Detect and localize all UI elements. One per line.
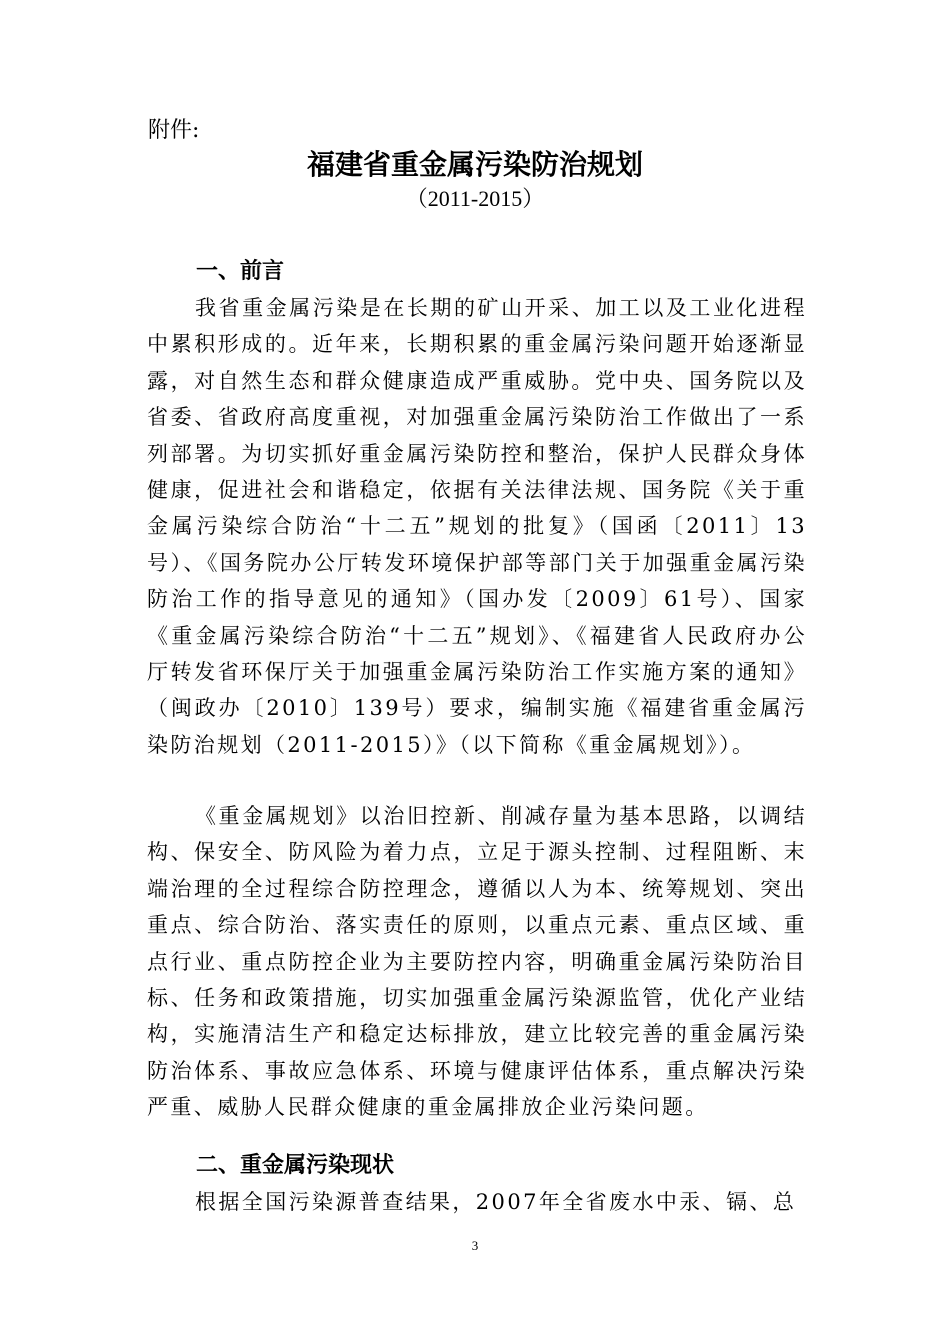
document-subtitle: （2011-2015） — [405, 186, 545, 211]
section-heading-preface: 一、前言 — [196, 259, 285, 284]
preface-paragraph-1: 我省重金属污染是在长期的矿山开采、加工以及工业化进程中累积形成的。近年来，长期积累的重金属污染问题开始逐渐显露，对自然生态和群众健康造成严重威胁。党中央、国务院以及省委、省政府高度重视，对加强重金属污染防治工作做出了一系列部署。为切实抓好重金属污染防控和整治，保护人民群众身体健康，促进社会和谐稳定，依据有关法律法规、国务院《关于重金属污染综合防治“十二五”规划的批复》（国函〔2011〕13号）、《国务院办公厅转发环境保护部等部门关于加强重金属污染防治工作的指导意见的通知》（国办发〔2009〕61号）、国家《重金属污染综合防治“十二五”规划》、《福建省人民政府办公厅转发省环保厅关于加强重金属污染防治工作实施方案的通知》（闽政办〔2010〕139号）要求，编制实施《福建省重金属污染防治规划（2011-2015）》（以下简称《重金属规划》）。 — [147, 296, 807, 757]
preface-paragraph-2: 《重金属规划》以治旧控新、削减存量为基本思路，以调结构、保安全、防风险为着力点，立足于源头控制、过程阻断、末端治理的全过程综合防控理念，遵循以人为本、统筹规划、突出重点、综合防治、落实责任的原则，以重点元素、重点区域、重点行业、重点防控企业为主要防控内容，明确重金属污染防治目标、任务和政策措施，切实加强重金属污染源监管，优化产业结构，实施清洁生产和稳定达标排放，建立比较完善的重金属污染防治体系、事故应急体系、环境与健康评估体系，重点解决污染严重、威胁人民群众健康的重金属排放企业污染问题。 — [147, 804, 807, 1120]
document-title: 福建省重金属污染防治规划 — [306, 148, 643, 181]
page-number: 3 — [471, 1238, 479, 1253]
attachment-label: 附件: — [148, 118, 200, 143]
pollution-status-paragraph-1: 根据全国污染源普查结果，2007年全省废水中汞、镉、总 — [195, 1190, 797, 1214]
section-heading-pollution-status: 二、重金属污染现状 — [196, 1153, 395, 1178]
